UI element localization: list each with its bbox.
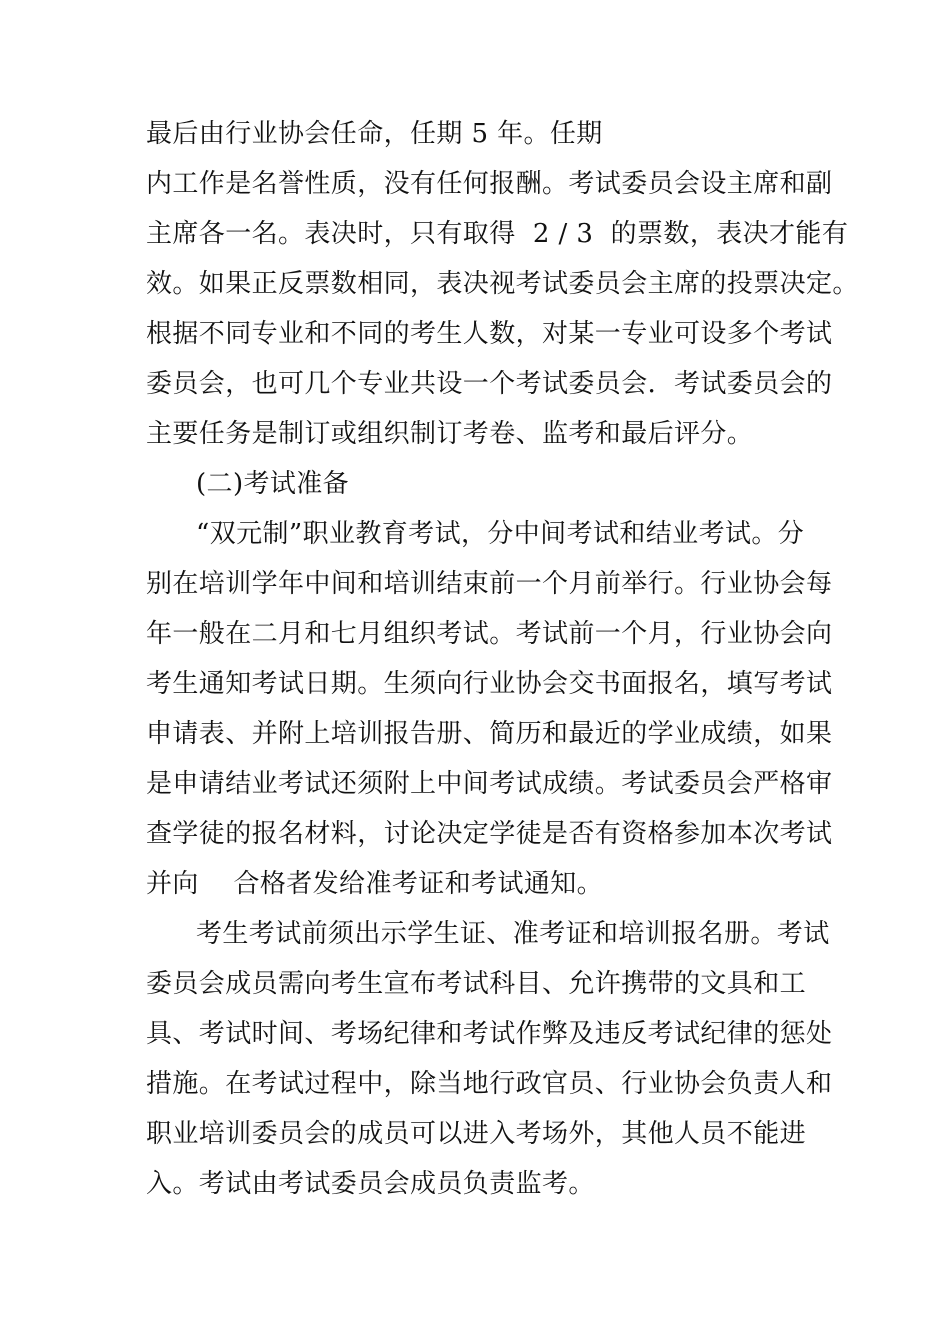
text-line: 措施。在考试过程中，除当地行政官员、行业协会负责人和	[146, 1069, 833, 1099]
text-line: 年一般在二月和七月组织考试。考试前一个月，行业协会向	[146, 619, 833, 649]
text-line: 考生考试前须出示学生证、准考证和培训报名册。考试	[196, 919, 830, 949]
text-line: 考生通知考试日期。生须向行业协会交书面报名，填写考试	[146, 669, 833, 699]
text-line: 申请表、并附上培训报告册、简历和最近的学业成绩，如果	[146, 719, 833, 749]
text-line: 主席各一名。表决时，只有取得 2 / 3 的票数，表决才能有	[146, 219, 849, 249]
text-line: 内工作是名誉性质，没有任何报酬。考试委员会设主席和副	[146, 169, 833, 199]
text-line: 职业培训委员会的成员可以进入考场外，其他人员不能进	[146, 1119, 807, 1149]
text-line: 具、考试时间、考场纪律和考试作弊及违反考试纪律的惩处	[146, 1019, 833, 1049]
text-line: 并向 合格者发给准考证和考试通知。	[146, 869, 604, 899]
text-line: 入。考试由考试委员会成员负责监考。	[146, 1169, 595, 1199]
text-line: 最后由行业协会任命，任期 5 年。任期	[146, 119, 603, 149]
text-line: 查学徒的报名材料，讨论决定学徒是否有资格参加本次考试	[146, 819, 833, 849]
section-heading: (二)考试准备	[196, 469, 350, 499]
text-line: 委员会成员需向考生宣布考试科目、允许携带的文具和工	[146, 969, 807, 999]
text-line: 别在培训学年中间和培训结束前一个月前举行。行业协会每	[146, 569, 833, 599]
text-line: 委员会，也可几个专业共设一个考试委员会．考试委员会的	[146, 369, 833, 399]
text-line: 是申请结业考试还须附上中间考试成绩。考试委员会严格审	[146, 769, 833, 799]
text-line: “双元制”职业教育考试，分中间考试和结业考试。分	[196, 519, 805, 549]
text-line: 效。如果正反票数相同，表决视考试委员会主席的投票决定。	[146, 269, 859, 299]
text-line: 根据不同专业和不同的考生人数，对某一专业可设多个考试	[146, 319, 833, 349]
text-line: 主要任务是制订或组织制订考卷、监考和最后评分。	[146, 419, 754, 449]
